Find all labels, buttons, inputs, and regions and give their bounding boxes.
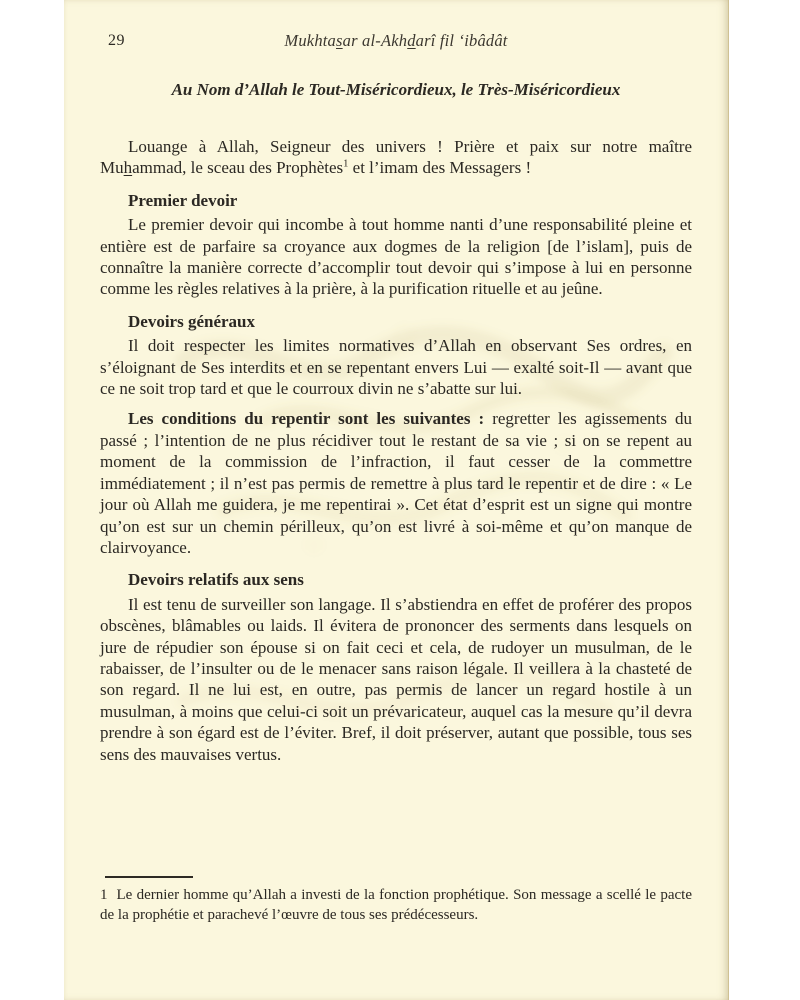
footnote-text: Le dernier homme qu’Allah a investi de la fonction prophétique. Son message a scellé le pacte de la prophétie et parachevé l’œuvre de tous ses prédécesseurs. [100,887,692,923]
body-paragraph: Le premier devoir qui incombe à tout homme nanti d’une responsabilité pleine et entière est de parfaire sa croyance aux dogmes de la religion [de l’islam], puis de connaître la manière correcte d’accomplir tout devoir qui s’impose à lui en personne comme les règles relatives à la prière, à la purification rituelle et au jeûne. [100,215,692,299]
body-paragraph: Il est tenu de surveiller son langage. Il s’abstiendra en effet de proférer des propos obscènes, blâmables ou laids. Il évitera de prononcer des serments dans lesquels on jure de répudier son épouse si on fait ceci et cela, de rudoyer un musulman, de le rabaisser, de l’insulter ou de le menacer sans raison légale. Il veillera à la chasteté de son regard. Il ne lui est, en outre, pas permis de lancer un regard hostile à un musulman, à moins que celui-ci soit un prévaricateur, auquel cas la mesure qu’il devra prendre à son égard est de l’éviter. Bref, il doit préserver, autant que possible, tous ses sens des mauvaises vertus. [100,594,692,764]
section-heading: Devoirs généraux [128,311,256,331]
body-paragraph: Louange à Allah, Seigneur des univers ! Prière et paix sur notre maître Muhammad, le sceau des Prophètes$^1$ et l’imam des Messagers ! [100,137,692,178]
footnote-marker: 1 [100,887,108,903]
section-heading: Devoirs relatifs aux sens [128,570,304,590]
footnote-rule [105,876,193,878]
footnote-area [100,876,692,925]
section-heading: Premier devoir [128,190,238,210]
footnote [100,885,692,925]
page-number: 29 [108,32,125,49]
page-header [64,31,728,55]
page-sheet [64,0,729,1000]
body-paragraph: Les conditions du repentir sont les suivantes : regretter les agissements du passé ; l’intention de ne plus récidiver tout le restant de sa vie ; si on se repent au moment de la commission de l’infraction, il faut cesser de la commettre immédiatement ; il n’est pas permis de remettre à plus tard le repentir et de dire : « Le jour où Allah me guidera, je me repentirai ». Cet état d’esprit est un signe qui montre qu’on est sur un chemin périlleux, qu’on est livré à soi-même et qu’on manque de clairvoyance. [100,409,693,557]
body-text [100,136,692,774]
body-paragraph: Il doit respecter les limites normatives d’Allah en observant Ses ordres, en s’éloignant de Ses interdits et en se repentant envers Lui — exalté soit-Il — avant que ce ne soit trop tard et que le courroux divin ne s’abatte sur lui. [100,336,692,399]
running-title: Mukhtasar al-Akhdarî fil ‘ibâdât [284,31,508,50]
bismillah-line: Au Nom d’Allah le Tout-Miséricordieux, le Très-Miséricordieux [171,80,621,99]
